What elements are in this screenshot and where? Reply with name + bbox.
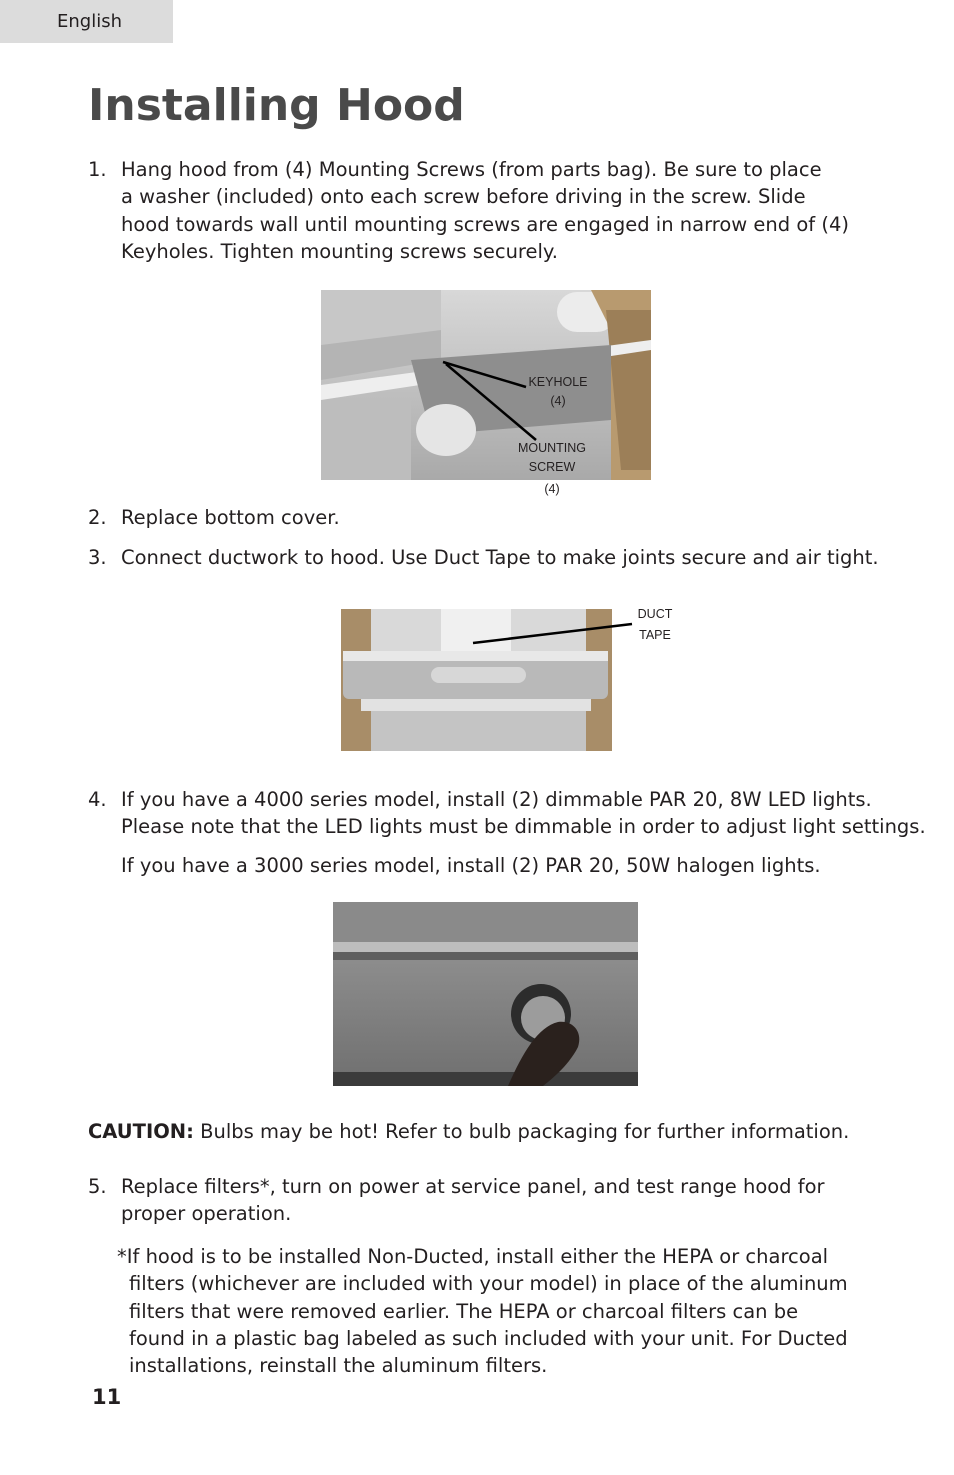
step-4-note: If you have a 3000 series model, install (2) PAR 20, 50W halogen lights.	[121, 854, 821, 877]
step-text	[121, 786, 926, 841]
step-line: Keyholes. Tighten mounting screws securely.	[121, 239, 558, 263]
step-text	[121, 1173, 825, 1228]
footnote-line: filters (whichever are included with your model) in place of the aluminum	[129, 1272, 848, 1296]
footnote-line: *If hood is to be installed Non-Ducted, install either the HEPA or charcoal	[117, 1245, 829, 1268]
language-tab: English	[0, 0, 173, 43]
step-number: 3.	[88, 546, 107, 569]
step-line: Replace bottom cover.	[121, 506, 340, 529]
step-text	[121, 544, 879, 571]
keyhole-label: KEYHOLE (4)	[528, 375, 588, 408]
caution-text: Bulbs may be hot! Refer to bulb packaging for further information.	[193, 1120, 850, 1143]
duct-tape-label: DUCT TAPE	[637, 607, 673, 642]
bulb-install-photo	[333, 902, 638, 1086]
mounting-photo	[321, 290, 651, 480]
page-number: 11	[92, 1385, 122, 1409]
step-number: 4.	[88, 788, 107, 811]
step-number: 1.	[88, 158, 107, 181]
footnote-line: installations, reinstall the aluminum filters.	[129, 1354, 548, 1378]
mounting-screw-label: MOUNTING SCREW (4)	[517, 441, 587, 496]
caution-label: CAUTION:	[88, 1120, 194, 1143]
step-number: 2.	[88, 506, 107, 529]
step-text	[121, 504, 340, 531]
caution-note	[88, 1120, 849, 1143]
step-line: If you have a 4000 series model, install (2) dimmable PAR 20, 8W LED lights.	[121, 788, 872, 811]
footnote-line: found in a plastic bag labeled as such included with your unit. For Ducted	[129, 1326, 848, 1350]
duct-tape-pointer	[470, 618, 635, 648]
step-line: proper operation.	[121, 1202, 292, 1226]
step-line: a washer (included) onto each screw before driving in the screw. Slide	[121, 185, 806, 209]
step-line: Please note that the LED lights must be dimmable in order to adjust light settings.	[121, 815, 926, 839]
page-title: Installing Hood	[88, 80, 465, 131]
footnote	[117, 1243, 848, 1379]
step-line: hood towards wall until mounting screws are engaged in narrow end of (4)	[121, 212, 849, 236]
step-line: Hang hood from (4) Mounting Screws (from parts bag). Be sure to place	[121, 158, 822, 181]
footnote-line: filters that were removed earlier. The HEPA or charcoal filters can be	[129, 1299, 799, 1323]
step-text	[121, 156, 849, 265]
step-line: Connect ductwork to hood. Use Duct Tape to make joints secure and air tight.	[121, 546, 879, 569]
step-number: 5.	[88, 1175, 107, 1198]
step-line: Replace filters*, turn on power at service panel, and test range hood for	[121, 1175, 825, 1198]
